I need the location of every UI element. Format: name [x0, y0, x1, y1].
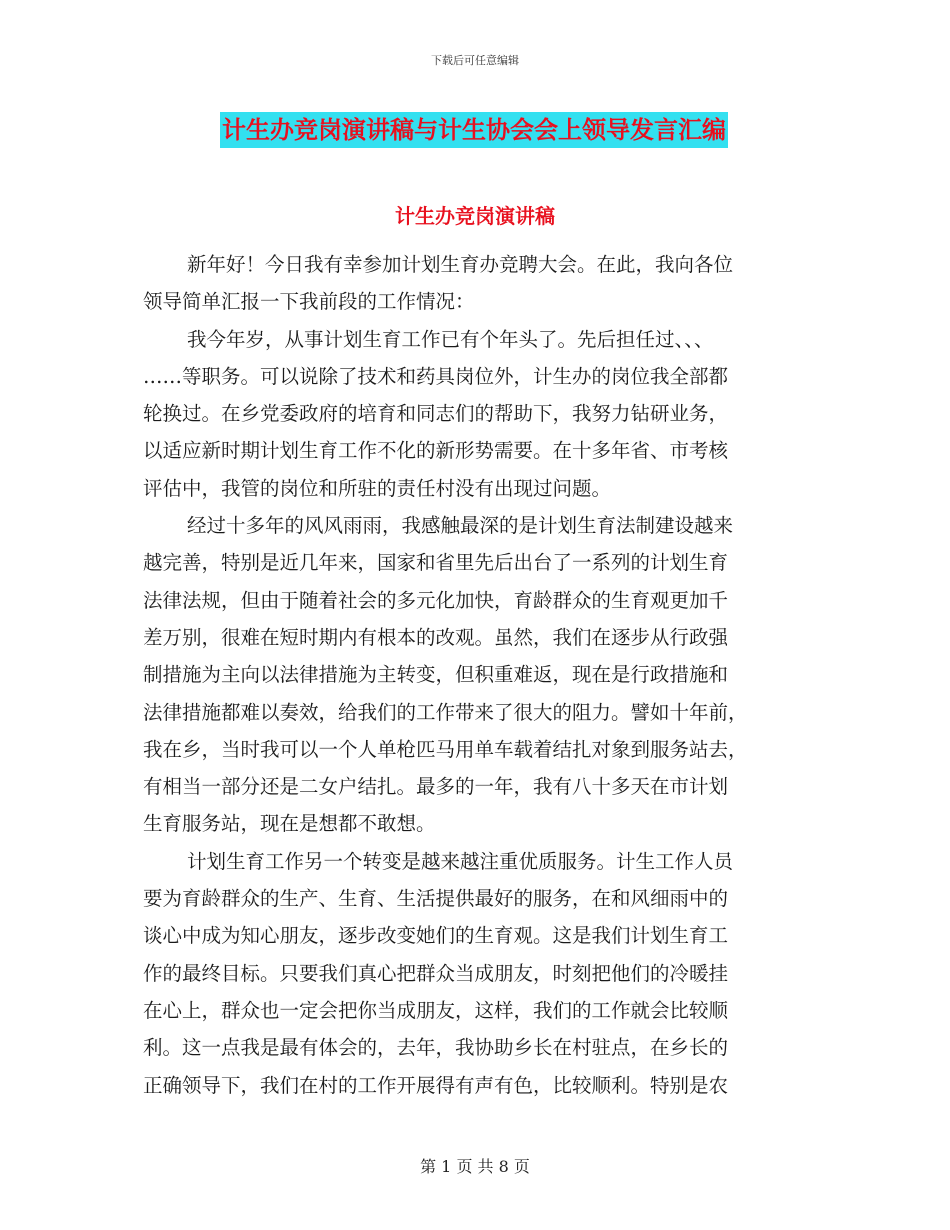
document-body — [143, 246, 803, 1104]
paragraph-line: 生育服务站，现在是想都不敢想。 — [143, 812, 436, 836]
paragraph-line: ……等职务。可以说除了技术和药具岗位外，计生办的岗位我全部都 — [143, 364, 729, 388]
paragraph-line: 要为育龄群众的生产、生育、生活提供最好的服务，在和风细雨中的 — [143, 887, 729, 911]
page-number: 第 1 页 共 8 页 — [420, 1157, 530, 1176]
page-header-note: 下载后可任意编辑 — [431, 54, 519, 67]
paragraph-line: 差万别，很难在短时期内有根本的改观。虽然，我们在逐步从行政强 — [143, 625, 729, 649]
paragraph-line: 法律措施都难以奏效，给我们的工作带来了很大的阻力。譬如十年前， — [143, 700, 748, 724]
paragraph-line: 越完善，特别是近几年来，国家和省里先后出台了一系列的计划生育 — [143, 551, 729, 575]
paragraph-line: 轮换过。在乡党委政府的培育和同志们的帮助下，我努力钻研业务， — [143, 402, 729, 426]
paragraph-line: 谈心中成为知心朋友，逐步改变她们的生育观。这是我们计划生育工 — [143, 924, 729, 948]
paragraph-line: 我今年岁，从事计划生育工作已有个年头了。先后担任过、、、 — [187, 327, 714, 351]
paragraph-line: 有相当一部分还是二女户结扎。最多的一年，我有八十多天在市计划 — [143, 775, 729, 799]
document-title: 计生办竞岗演讲稿与计生协会会上领导发言汇编 — [220, 112, 728, 148]
section-title: 计生办竞岗演讲稿 — [395, 204, 555, 228]
paragraph-line: 经过十多年的风风雨雨，我感触最深的是计划生育法制建设越来 — [187, 514, 734, 538]
paragraph-line: 制措施为主向以法律措施为主转变，但积重难返，现在是行政措施和 — [143, 663, 729, 687]
paragraph-line: 计划生育工作另一个转变是越来越注重优质服务。计生工作人员 — [187, 849, 734, 873]
paragraph-line: 领导简单汇报一下我前段的工作情况： — [143, 290, 475, 314]
paragraph-line: 作的最终目标。只要我们真心把群众当成朋友，时刻把他们的冷暖挂 — [143, 961, 729, 985]
paragraph-line: 以适应新时期计划生育工作不化的新形势需要。在十多年省、市考核 — [143, 439, 729, 463]
paragraph-line: 我在乡，当时我可以一个人单枪匹马用单车载着结扎对象到服务站去， — [143, 737, 748, 761]
paragraph-line: 正确领导下，我们在村的工作开展得有声有色，比较顺利。特别是农 — [143, 1073, 729, 1097]
paragraph-line: 利。这一点我是最有体会的，去年，我协助乡长在村驻点，在乡长的 — [143, 1036, 729, 1060]
paragraph-line: 在心上，群众也一定会把你当成朋友，这样，我们的工作就会比较顺 — [143, 998, 729, 1022]
paragraph-line: 新年好！今日我有幸参加计划生育办竞聘大会。在此，我向各位 — [187, 253, 734, 276]
paragraph-line: 法律法规，但由于随着社会的多元化加快，育龄群众的生育观更加千 — [143, 588, 729, 612]
paragraph-line: 评估中，我管的岗位和所驻的责任村没有出现过问题。 — [143, 476, 612, 500]
